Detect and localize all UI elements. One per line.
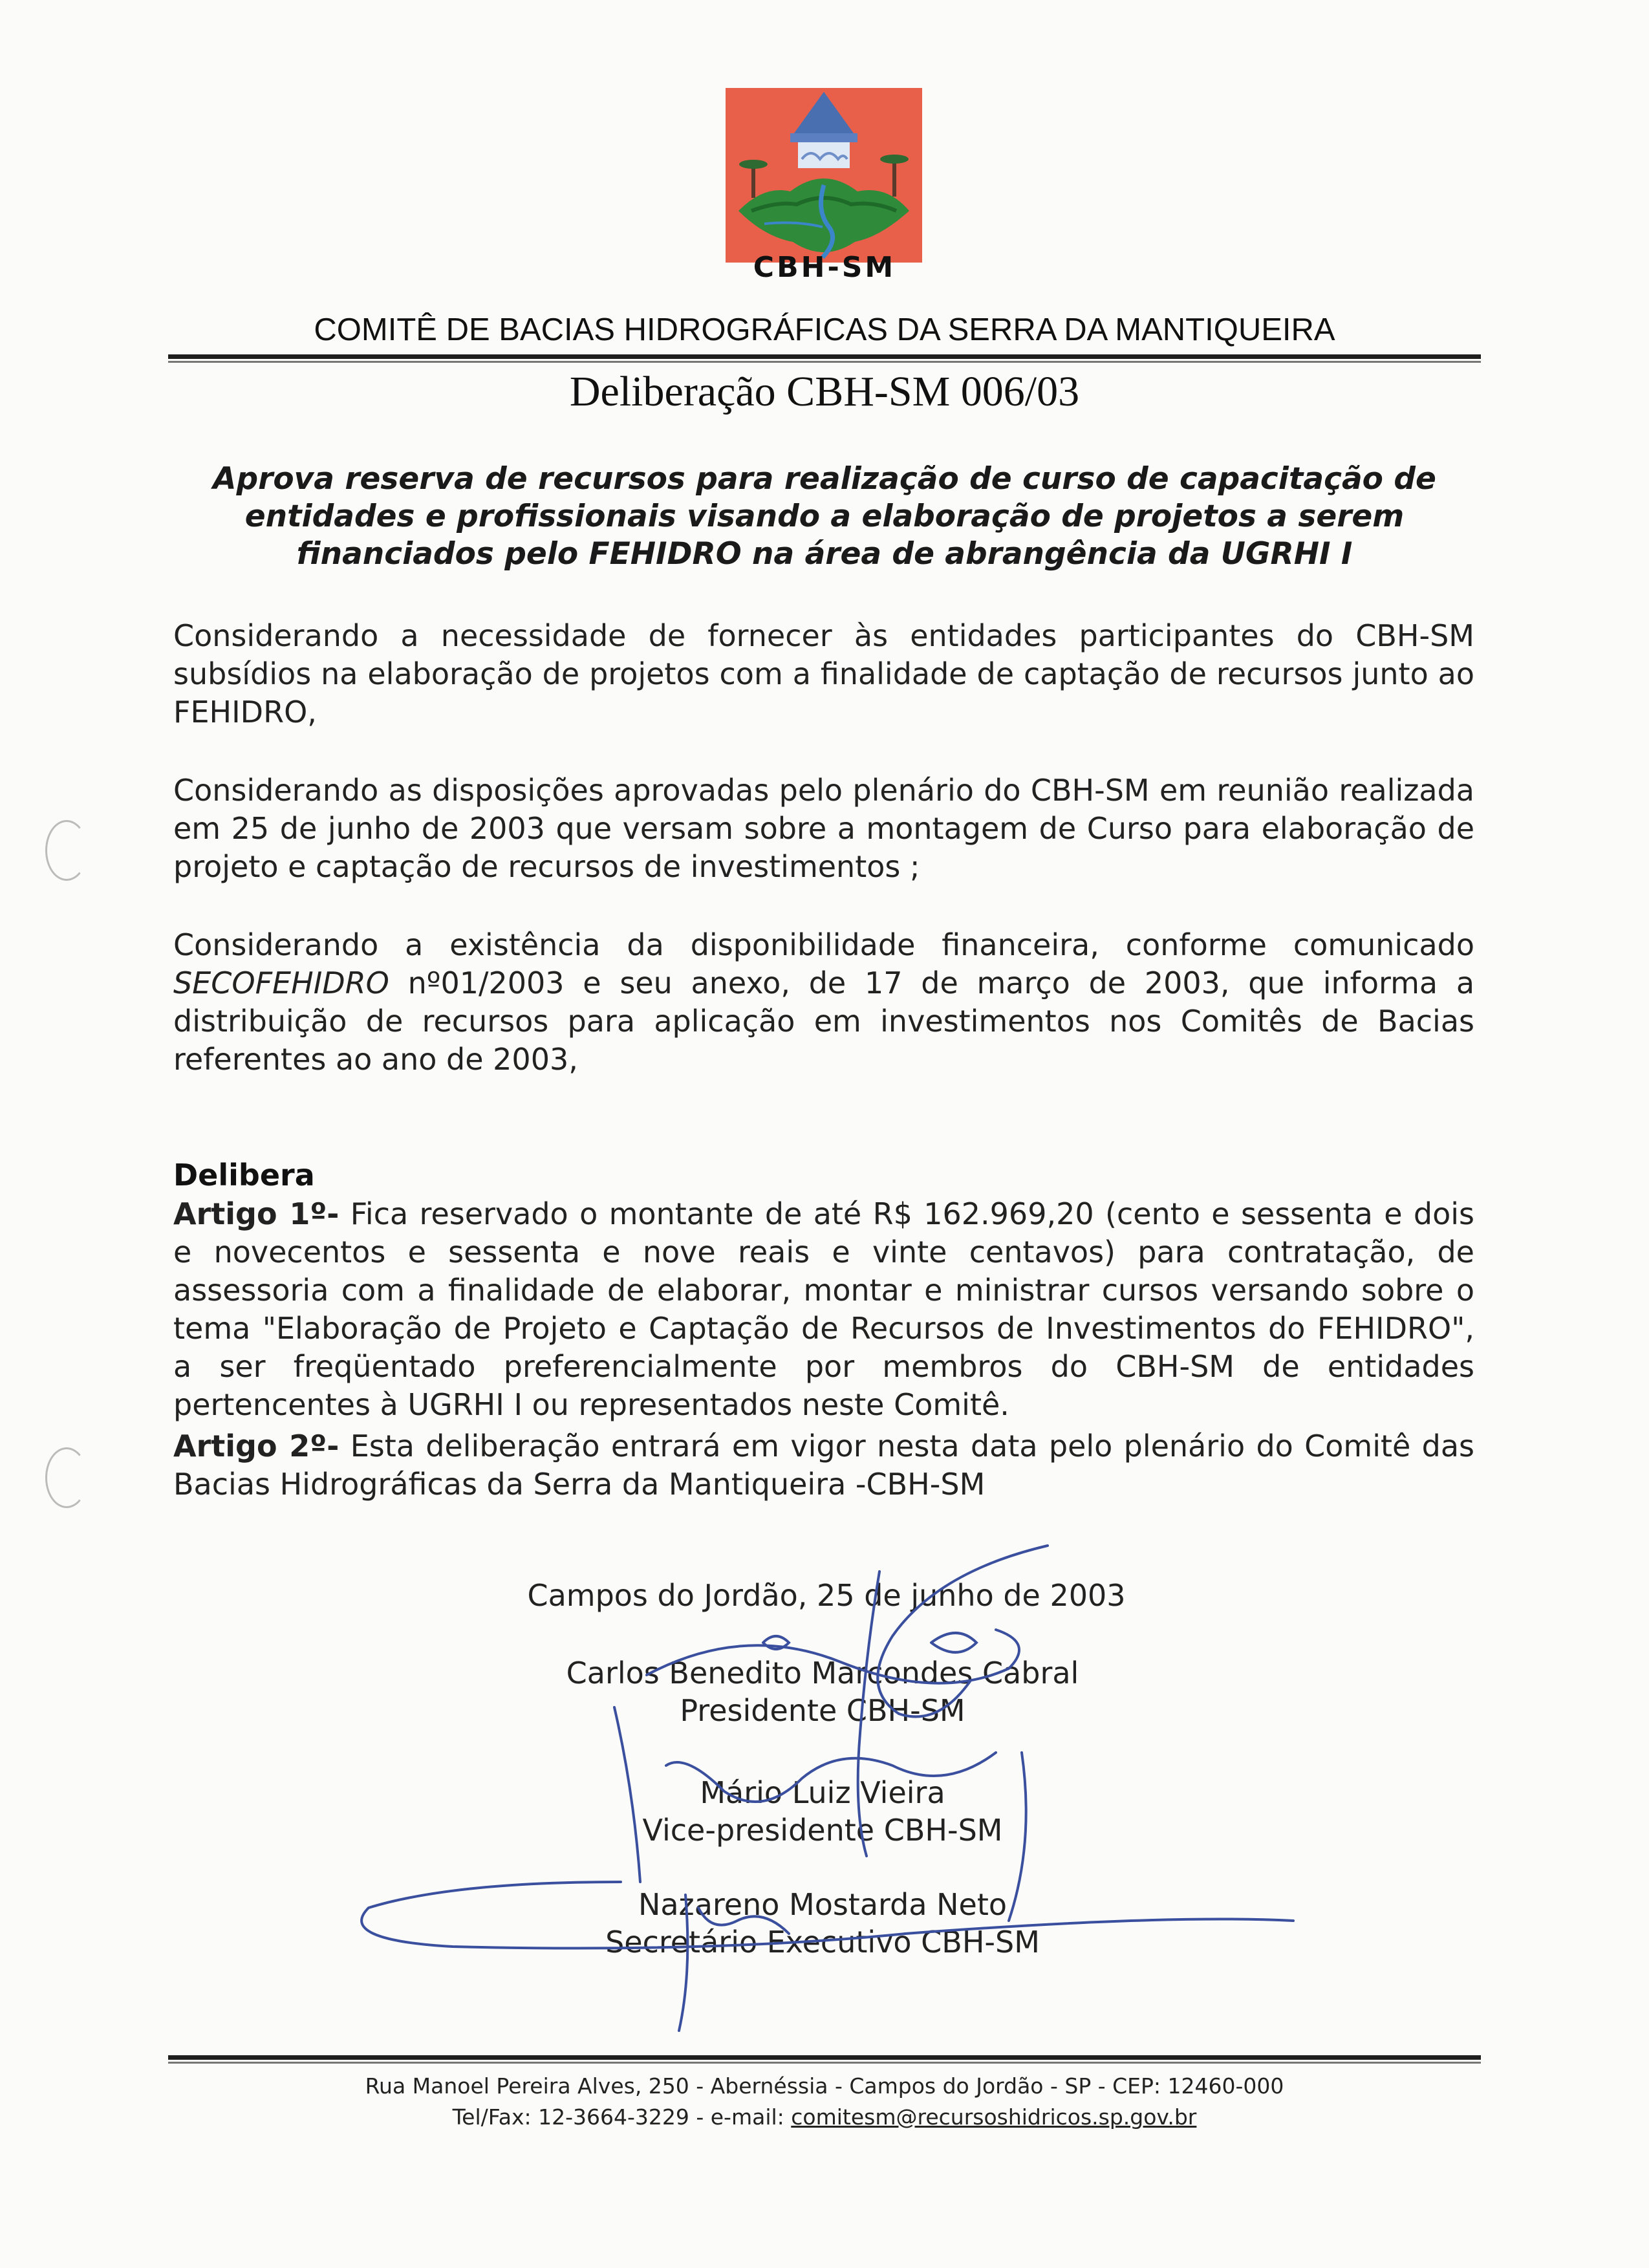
footer-email-link[interactable]: comitesm@recursoshidricos.sp.gov.br <box>791 2104 1197 2130</box>
organization-name: COMITÊ DE BACIAS HIDROGRÁFICAS DA SERRA DA MANTIQUEIRA <box>314 312 1335 347</box>
considering-paragraph-2: Considerando as disposições aprovadas pelo plenário do CBH-SM em reunião realizada em 25 de junho de 2003 que versam sobre a montagem de Curso para elaboração de projeto e captação de recursos de investimentos ; <box>173 773 1474 884</box>
place-and-date: Campos do Jordão, 25 de junho de 2003 <box>527 1578 1126 1613</box>
header-rule <box>168 354 1481 359</box>
considering-3-start: Considerando a existência da disponibilidade financeira, conforme comunicado <box>173 927 1474 962</box>
article-1-label: Artigo 1º- <box>173 1196 339 1231</box>
signer-3-role: Secretário Executivo CBH-SM <box>605 1925 1040 1960</box>
footer-tel-label: Tel/Fax: 12-3664-3229 - e-mail: <box>452 2104 792 2130</box>
article-2 <box>173 1427 1474 1504</box>
article-1-text: Fica reservado o montante de até R$ 162.969,20 (cento e sessenta e dois e novecentos e sessenta e nove reais e vinte centavos) para contratação, de assessoria com a finalidade de elaborar, montar e ministrar cursos versando sobre o tema "Elaboração de Projeto e Captação de Recursos de Investimentos do FEHIDRO", a ser freqüentado preferencialmente por membros do CBH-SM de entidades pertencentes à UGRHI I ou representados neste Comitê. <box>173 1196 1474 1422</box>
deliberation-summary: Aprova reserva de recursos para realização de curso de capacitação de entidades e profissionais visando a elaboração de projetos a serem financiados pelo FEHIDRO na área de abrangência da UGRHI I <box>213 461 1436 572</box>
signer-3-name: Nazareno Mostarda Neto <box>638 1887 1008 1922</box>
article-2-label: Artigo 2º- <box>173 1429 339 1463</box>
header-rule-thin <box>168 361 1481 363</box>
punch-hole <box>45 820 88 881</box>
delibera-heading: Delibera <box>173 1158 315 1193</box>
considering-paragraph-3 <box>173 926 1474 1079</box>
signer-1-role: Presidente CBH-SM <box>680 1693 965 1728</box>
article-2-text: Esta deliberação entrará em vigor nesta data pelo plenário do Comitê das Bacias Hidrográficas da Serra da Mantiqueira -CBH-SM <box>173 1429 1474 1502</box>
footer-rule <box>168 2055 1481 2060</box>
footer-rule-thin <box>168 2062 1481 2064</box>
footer-address: Rua Manoel Pereira Alves, 250 - Abernéssia - Campos do Jordão - SP - CEP: 12460-000 <box>365 2073 1284 2099</box>
considering-paragraph-1: Considerando a necessidade de fornecer às entidades participantes do CBH-SM subsídios na elaboração de projetos com a finalidade de captação de recursos junto ao FEHIDRO, <box>173 618 1474 729</box>
signer-2-name: Mário Luiz Vieira <box>700 1775 945 1810</box>
secofehidro-reference: SECOFEHIDRO <box>173 966 389 1000</box>
deliberation-title: Deliberação CBH-SM 006/03 <box>569 368 1080 415</box>
footer-contact <box>168 2104 1481 2130</box>
article-1 <box>173 1195 1474 1424</box>
punch-hole <box>45 1447 88 1508</box>
signer-2-role: Vice-presidente CBH-SM <box>642 1813 1003 1848</box>
signer-1-name: Carlos Benedito Marcondes Cabral <box>566 1656 1079 1690</box>
considering-3-end: nº01/2003 e seu anexo, de 17 de março de 2003, que informa a distribuição de recursos para aplicação em investimentos nos Comitês de Bacias referentes ao ano de 2003, <box>173 966 1475 1077</box>
logo-caption: CBH-SM <box>753 251 896 284</box>
